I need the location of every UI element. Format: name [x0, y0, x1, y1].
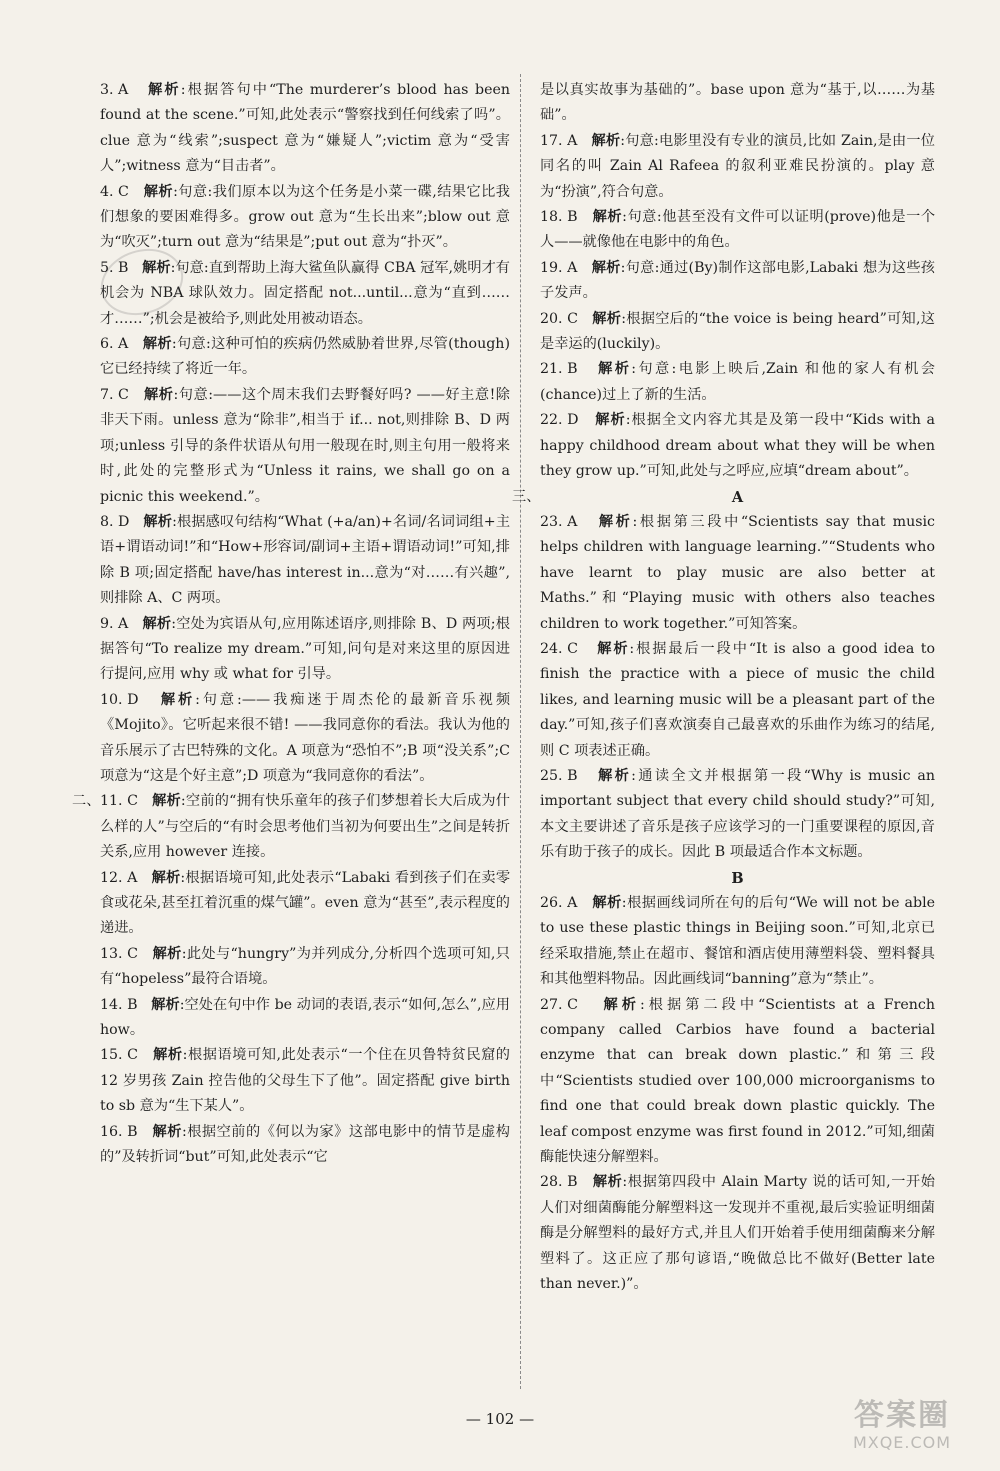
answer-entry [540, 408, 935, 484]
analysis-label: 解析 [603, 996, 640, 1013]
answer-number: 9. A [100, 615, 129, 632]
answer-entry [540, 510, 935, 637]
answer-number: 22. D [540, 412, 579, 429]
answer-entry [540, 129, 935, 205]
answer-entry [540, 256, 935, 307]
analysis-label: 解析 [160, 691, 196, 708]
analysis-label: 解析 [142, 336, 172, 353]
analysis-text: :根据语境可知,此处表示“一个住在贝鲁特贫民窟的 12 岁男孩 Zain 控告他的父母生下了他”。固定搭配 give birth to sb 意为“生下某人”。 [100, 1047, 510, 1115]
analysis-text: :句意:——我痴迷于周杰伦的最新音乐视频《Mojito》。它听起来很不错! ——我同意你的看法。我认为他的音乐展示了古巴特殊的文化。A 项意为“恐怕不”;B 项“没关系”;C 项意为“这是个好主意”;D 项意为“我同意你的看法”。 [100, 691, 511, 784]
analysis-label: 解析 [153, 1047, 183, 1064]
answer-entry [100, 612, 510, 688]
answer-entry [100, 1043, 510, 1119]
answer-entry [540, 993, 935, 1171]
analysis-text: :通读全文并根据第一段“Why is music an important subject that every child should study?”可知,本文主要讲述了音乐是孩子应该学习的一门重要课程的原因,音乐有助于孩子的成长。因此 B 项最适合作本文标题。 [540, 767, 935, 861]
analysis-label: 解析 [597, 640, 630, 657]
answer-entry [540, 1170, 935, 1297]
answer-entry [540, 307, 935, 358]
answer-entry [100, 510, 510, 612]
left-column [72, 78, 511, 1170]
analysis-text: :根据第三段中“Scientists say that music helps children with language learning.”“Students who have learnt to play music are also better at Maths.”和“Playing music with others also teaches children to work together.”可知答案。 [540, 513, 935, 632]
column-divider [520, 74, 521, 1389]
right-column [512, 78, 936, 1298]
answer-number: 24. C [540, 640, 578, 657]
analysis-text: :空处为宾语从句,应用陈述语序,则排除 B、D 两项;根据答句“To realize my dream.”可知,问句是对来这里的原因进行提问,应用 why 或 what for 引导。 [100, 615, 510, 683]
analysis-text: :空处在句中作 be 动词的表语,表示“如何,怎么”,应用 how。 [100, 996, 510, 1039]
answer-number: 19. A [540, 259, 578, 276]
analysis-label: 解析 [592, 895, 622, 911]
answer-entry [540, 764, 935, 866]
answer-number: 12. A [100, 869, 138, 886]
analysis-text: :根据第四段中 Alain Marty 说的话可知,一开始人们对细菌酶能分解塑料这一发现并不重视,最后实验证明细菌酶是分解塑料的最好方式,并且人们开始着手使用细菌酶来分解塑料了。这正应了那句谚语,“晚做总比不做好(Better late than never.)”。 [540, 1174, 935, 1293]
answer-number: 17. A [540, 132, 578, 149]
analysis-label: 解析 [152, 1123, 182, 1140]
analysis-label: 解析 [142, 615, 172, 632]
analysis-label: 解析 [591, 259, 621, 276]
answer-number: 5. B [100, 259, 129, 276]
answer-number: 25. B [540, 767, 578, 784]
analysis-text: :根据感叹句结构“What (+a/an)+名词/名词词组+主语+谓语动词!”和“How+形容词/副词+主语+谓语动词!”可知,排除 B 项;固定搭配 have/has interest in...意为“对……有兴趣”,则排除 A、C 两项。 [100, 513, 511, 607]
answer-number: 14. B [100, 996, 138, 1013]
analysis-text: :根据全文内容尤其是及第一段中“Kids with a happy childhood dream about what they will be when they grow up.”可知,此处与之呼应,应填“dream about”。 [540, 412, 935, 480]
answer-number: 18. B [540, 209, 578, 226]
answer-number: 26. A [540, 895, 578, 911]
analysis-label: 解析 [595, 412, 626, 429]
logo-text: 答案圈 [854, 1398, 950, 1433]
answer-entry [540, 205, 935, 256]
analysis-text: :此处与“hungry”为并列成分,分析四个选项可知,只有“hopeless”最符合语境。 [100, 945, 510, 988]
continued-text: 是以真实故事为基础的”。base upon 意为“基于,以……为基础”。 [540, 82, 935, 124]
analysis-text: :根据画线词所在句的后句“We will not be able to use these plastic things in Beijing soon.”可知,北京已经采取措施,禁止在超市、餐馆和酒店使用薄塑料袋、塑料餐具和其他塑料物品。因此画线词“banning”意为“禁止”。 [540, 895, 935, 988]
answer-number: 13. C [100, 945, 138, 962]
answer-entry [100, 332, 510, 383]
answer-number: 21. B [540, 361, 578, 378]
section-label: 三、 [512, 488, 541, 505]
analysis-label: 解析 [151, 869, 181, 886]
answer-number: 23. A [540, 513, 578, 530]
passage-a-heading: A [731, 488, 744, 506]
answer-number: 6. A [100, 336, 129, 353]
analysis-label: 解析 [598, 361, 632, 378]
site-logo-watermark [822, 1399, 982, 1459]
analysis-text: :句意:直到帮助上海大鲨鱼队赢得 CBA 冠军,姚明才有机会为 NBA 球队效力。固定搭配 not...until...意为“直到……才……”;机会是被给予,则此处用被动语态。 [100, 259, 510, 327]
analysis-label: 解析 [144, 386, 174, 403]
answer-number: 11. C [100, 793, 138, 810]
answer-entry [100, 383, 510, 510]
passage-b-heading: B [731, 869, 744, 887]
answer-number: 3. A [100, 82, 129, 98]
analysis-label: 解析 [152, 793, 181, 810]
answer-number: 8. D [100, 513, 130, 530]
section-three-header [512, 485, 935, 510]
analysis-text: :句意:——这个周末我们去野餐好吗? ——好主意!除非天下雨。unless 意为“除非”,相当于 if... not,则排除 B、D 两项;unless 引导的条件状语从句用一般现在时,则主句用一般将来时,此处的完整形式为“Unless it rains, we shall go on a picnic this weekend.”。 [100, 386, 510, 505]
analysis-text: :根据第二段中“Scientists at a French company called Carbios have found a bacterial enzyme that can break down plastic.”和第三段中“Scientists studied over 100,000 microorganisms to find one that could break down plastic quickly. The leaf compost enzyme was first found in 2012.”可知,细菌酶能快速分解塑料。 [540, 996, 935, 1166]
analysis-label: 解析 [143, 513, 173, 530]
analysis-text: :句意:电影上映后,Zain 和他的家人有机会(chance)过上了新的生活。 [540, 361, 935, 403]
page-number: — 102 — [465, 1410, 535, 1428]
analysis-text: :根据最后一段中“It is also a good idea to finish the practice with a piece of music the child likes, and learning music will be a pleasant part of the day.”可知,孩子们喜欢演奏自己最喜欢的乐曲作为练习的结尾,则 C 项表述正确。 [540, 640, 935, 759]
analysis-label: 解析 [142, 259, 171, 276]
answer-entry [100, 993, 510, 1044]
answer-number: 7. C [100, 386, 129, 403]
analysis-label: 解析 [148, 82, 181, 98]
answer-entry [540, 637, 935, 764]
analysis-text: :句意:这种可怕的疾病仍然威胁着世界,尽管(though)它已经持续了将近一年。 [100, 336, 510, 378]
answer-entry [100, 1120, 510, 1171]
analysis-text: :句意:电影里没有专业的演员,比如 Zain,是由一位同名的叫 Zain Al Rafeea 的叙利亚难民扮演的。play 意为“扮演”,符合句意。 [540, 132, 935, 200]
answer-number: 10. D [100, 691, 139, 708]
answer-entry [100, 78, 510, 180]
analysis-label: 解析 [143, 183, 174, 200]
analysis-text: :根据答句中“The murderer’s blood has been found at the scene.”可知,此处表示“警察找到任何线索了吗”。clue 意为“线索”;suspect 意为“嫌疑人”;victim 意为“受害人”;witness 意为“目击者”。 [100, 82, 510, 175]
answer-entry [540, 357, 935, 408]
answer-entry [100, 688, 510, 790]
analysis-label: 解析 [152, 945, 182, 962]
answer-number: 20. C [540, 310, 578, 327]
answer-number: 28. B [540, 1174, 578, 1191]
answer-entry [100, 866, 510, 942]
analysis-text: :根据空前的《何以为家》这部电影中的情节是虚构的”及转折词“but”可知,此处表示“它 [100, 1123, 510, 1166]
analysis-text: :空前的“拥有快乐童年的孩子们梦想着长大后成为什么样的人”与空后的“有时会思考他们当初为何要出生”之间是转折关系,应用 however 连接。 [100, 793, 510, 861]
analysis-label: 解析 [151, 996, 180, 1013]
analysis-label: 解析 [592, 310, 622, 327]
answer-entry [540, 891, 935, 993]
answer-number: 27. C [540, 996, 578, 1013]
section-label: 二、 [72, 793, 101, 810]
analysis-label: 解析 [592, 1174, 623, 1191]
answer-number: 16. B [100, 1123, 138, 1140]
answer-number: 15. C [100, 1047, 138, 1064]
analysis-label: 解析 [598, 767, 632, 784]
analysis-label: 解析 [591, 132, 621, 149]
answer-entry [72, 789, 510, 865]
answer-entry [100, 942, 510, 993]
analysis-label: 解析 [592, 209, 623, 226]
analysis-text: :句意:他甚至没有文件可以证明(prove)他是一个人——就像他在电影中的角色。 [540, 209, 936, 251]
answer-entry [100, 180, 510, 256]
analysis-text: :根据空后的“the voice is being heard”可知,这是幸运的(luckily)。 [540, 310, 935, 353]
analysis-text: :句意:我们原本以为这个任务是小菜一碟,结果它比我们想象的要困难得多。grow out 意为“生长出来”;blow out 意为“吹灭”;turn out 意为“结果是”;put out 意为“扑灭”。 [100, 183, 510, 251]
answer-entry [100, 256, 510, 332]
analysis-label: 解析 [598, 513, 633, 530]
analysis-text: :句意:通过(By)制作这部电影,Labaki 想为这些孩子发声。 [540, 259, 935, 302]
analysis-text: :根据语境可知,此处表示“Labaki 看到孩子们在卖零食或花朵,甚至扛着沉重的煤气罐”。even 意为“甚至”,表示程度的递进。 [100, 869, 511, 937]
answer-number: 4. C [100, 183, 129, 200]
logo-url: MXQE.COM [852, 1433, 952, 1452]
